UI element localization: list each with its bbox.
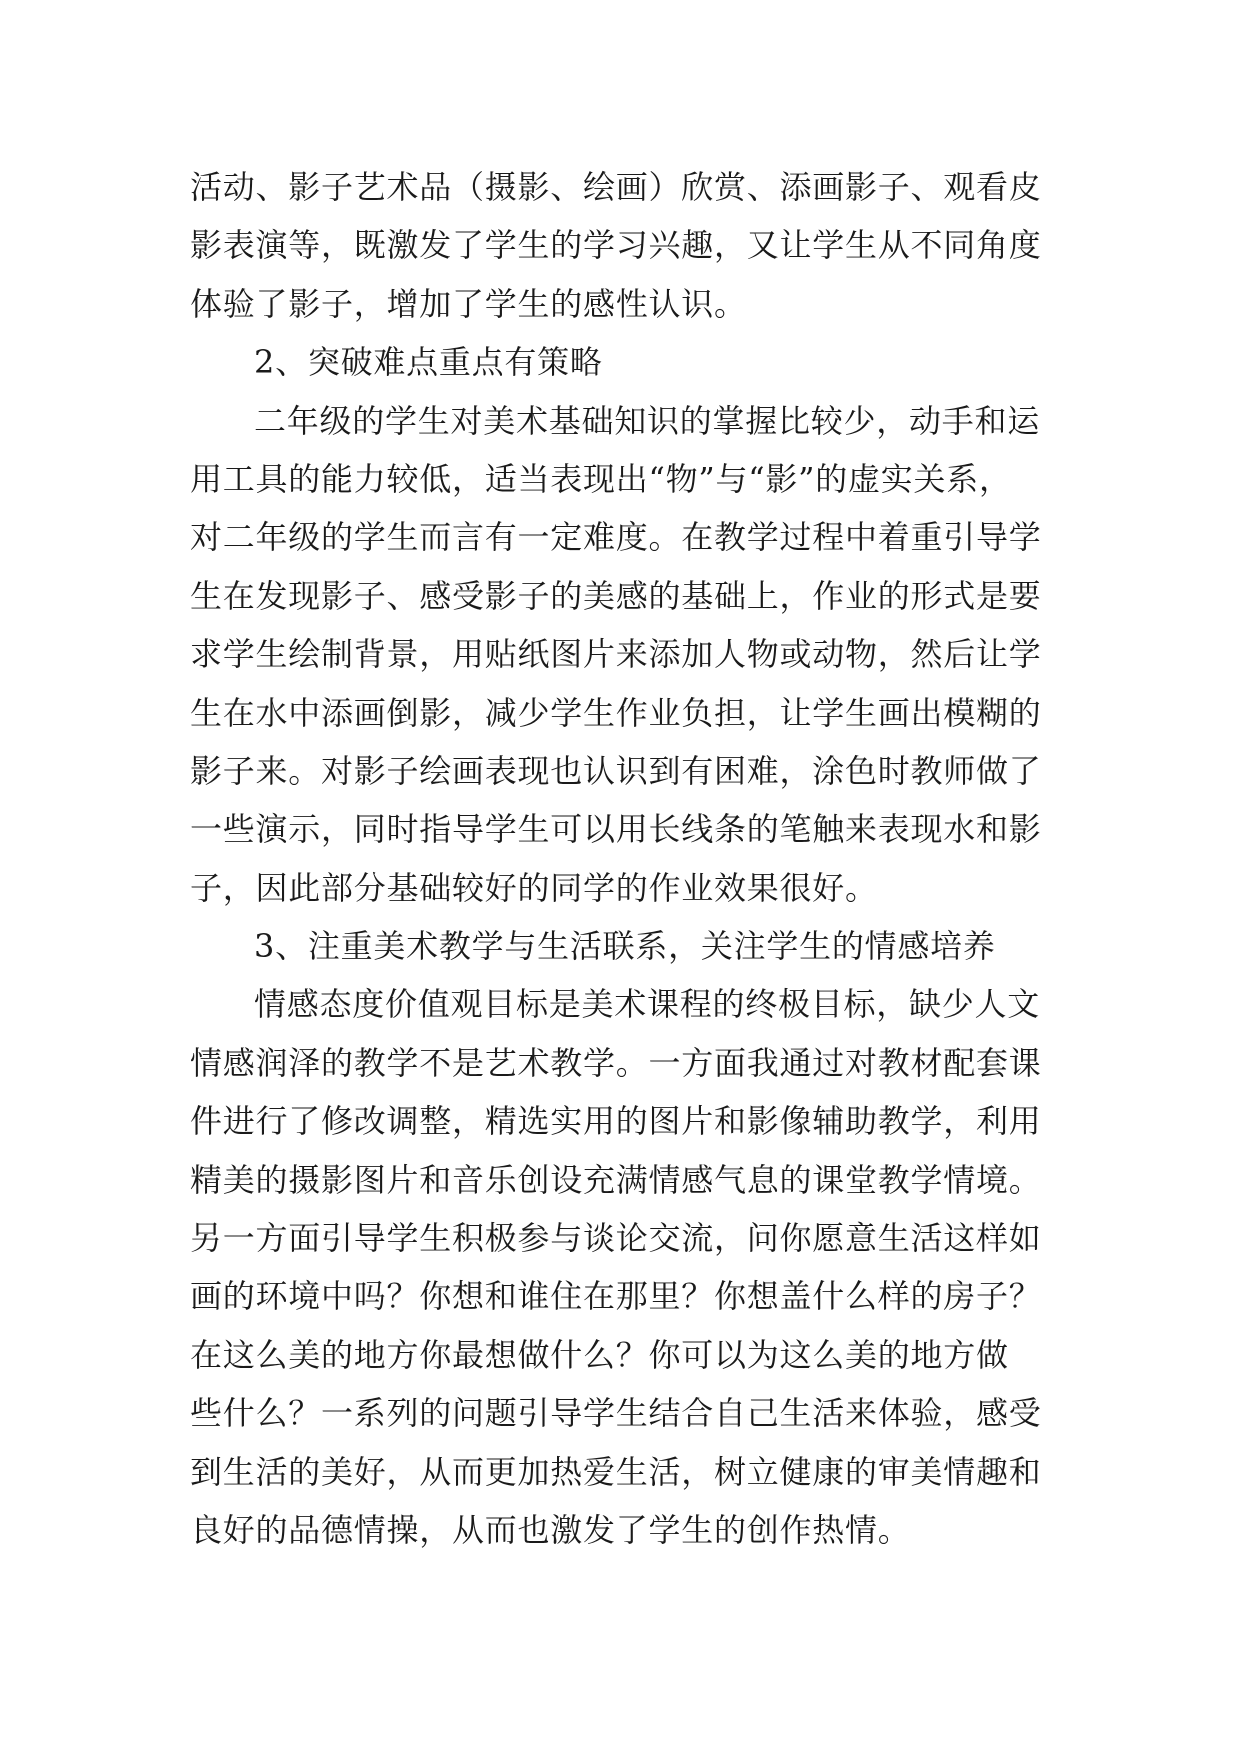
text-line: 生在发现影子、感受影子的美感的基础上，作业的形式是要 bbox=[190, 576, 1042, 615]
text-line: 精美的摄影图片和音乐创设充满情感气息的课堂教学情境。 bbox=[190, 1160, 1042, 1199]
text-line: 一些演示，同时指导学生可以用长线条的笔触来表现水和影 bbox=[190, 810, 1042, 849]
text-line: 子，因此部分基础较好的同学的作业效果很好。 bbox=[190, 868, 878, 907]
section-heading-2: 2、突破难点重点有策略 bbox=[254, 343, 603, 382]
document-body bbox=[190, 158, 1070, 1559]
text-line: 在这么美的地方你最想做什么？你可以为这么美的地方做 bbox=[190, 1335, 1009, 1374]
text-line: 些什么？一系列的问题引导学生结合自己生活来体验，感受 bbox=[190, 1394, 1042, 1433]
text-line: 体验了影子，增加了学生的感性认识。 bbox=[190, 284, 747, 323]
text-line: 影子来。对影子绘画表现也认识到有困难，涂色时教师做了 bbox=[190, 751, 1042, 790]
text-line: 情感润泽的教学不是艺术教学。一方面我通过对教材配套课 bbox=[190, 1043, 1042, 1082]
paragraph-start: 二年级的学生对美术基础知识的掌握比较少，动手和运 bbox=[254, 401, 1041, 440]
text-line: 求学生绘制背景，用贴纸图片来添加人物或动物，然后让学 bbox=[190, 635, 1042, 674]
text-line: 另一方面引导学生积极参与谈论交流，问你愿意生活这样如 bbox=[190, 1219, 1042, 1258]
text-line: 影表演等，既激发了学生的学习兴趣，又让学生从不同角度 bbox=[190, 226, 1042, 265]
text-line: 良好的品德情操，从而也激发了学生的创作热情。 bbox=[190, 1510, 911, 1549]
section-heading-3: 3、注重美术教学与生活联系，关注学生的情感培养 bbox=[254, 927, 996, 966]
text-line: 件进行了修改调整，精选实用的图片和影像辅助教学，利用 bbox=[190, 1102, 1042, 1141]
text-line: 到生活的美好，从而更加热爱生活，树立健康的审美情趣和 bbox=[190, 1452, 1042, 1491]
paragraph-start: 情感态度价值观目标是美术课程的终极目标，缺少人文 bbox=[254, 985, 1041, 1024]
text-line: 活动、影子艺术品（摄影、绘画）欣赏、添画影子、观看皮 bbox=[190, 168, 1042, 206]
text-line: 画的环境中吗？你想和谁住在那里？你想盖什么样的房子？ bbox=[190, 1277, 1042, 1316]
text-line: 用工具的能力较低，适当表现出“物”与“影”的虚实关系， bbox=[190, 459, 1012, 498]
text-line: 生在水中添画倒影，减少学生作业负担，让学生画出模糊的 bbox=[190, 693, 1042, 732]
text-line: 对二年级的学生而言有一定难度。在教学过程中着重引导学 bbox=[190, 518, 1042, 557]
